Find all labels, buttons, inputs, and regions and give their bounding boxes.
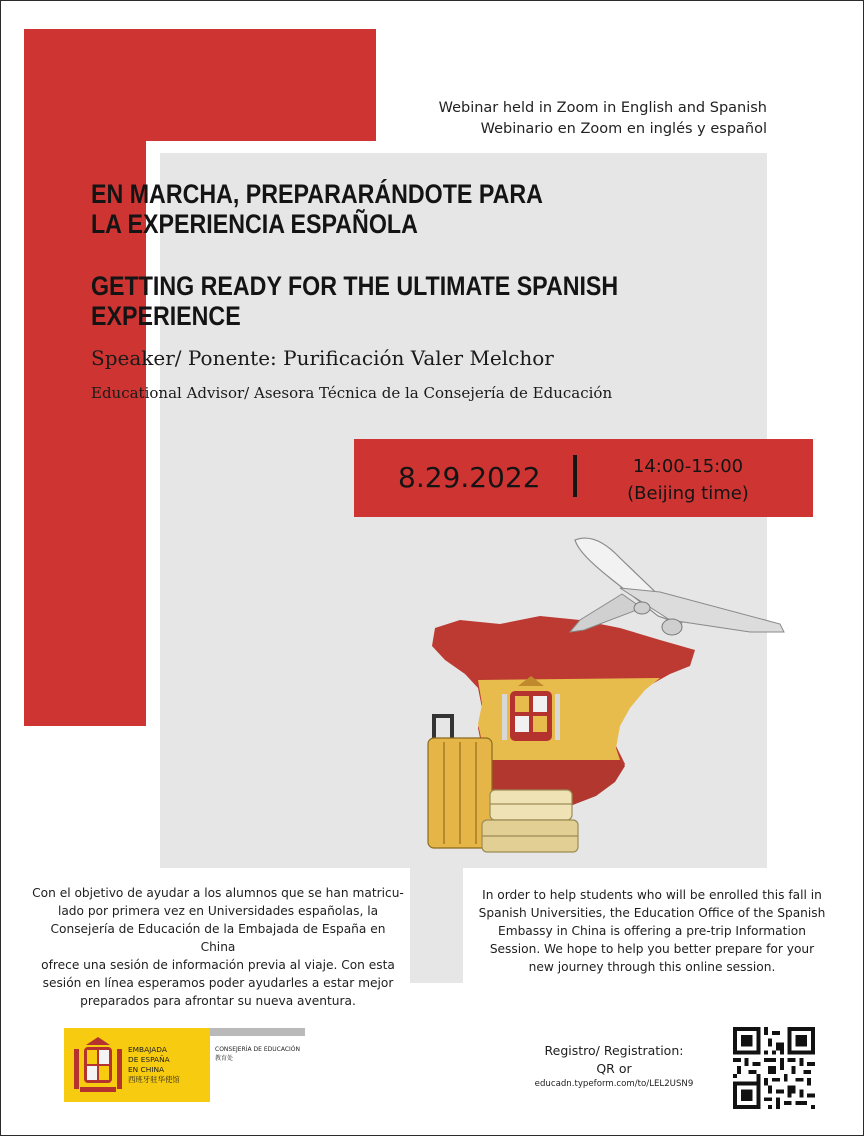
registration-label: Registro/ Registration: bbox=[544, 1043, 684, 1058]
red-accent-left bbox=[24, 29, 146, 726]
coat-of-arms-icon bbox=[72, 1035, 124, 1095]
webinar-note-es: Webinario en Zoom en inglés y español bbox=[480, 121, 767, 137]
gray-divider-strip bbox=[410, 868, 463, 983]
travel-illustration bbox=[420, 528, 790, 858]
education-office-line: CONSEJERÍA DE EDUCACIÓN bbox=[215, 1046, 300, 1053]
event-timezone: (Beijing time) bbox=[627, 483, 749, 504]
event-date: 8.29.2022 bbox=[398, 461, 541, 494]
banner-divider bbox=[573, 455, 577, 497]
embassy-logo bbox=[64, 1028, 210, 1102]
description-spanish-line: lado por primera vez en Universidades españolas, la bbox=[57, 904, 379, 918]
description-spanish bbox=[32, 884, 404, 1010]
title-english-line2: EXPERIENCE bbox=[91, 301, 241, 331]
embassy-name-line: EN CHINA bbox=[128, 1065, 165, 1074]
qr-code[interactable] bbox=[733, 1027, 815, 1109]
description-english-line: Embassy in China is offering a pre-trip Information bbox=[498, 924, 806, 938]
description-english-line: Session. We hope to help you better prepare for your bbox=[489, 942, 815, 956]
date-time-banner bbox=[354, 439, 813, 517]
speaker-line: Speaker/ Ponente: Purificación Valer Melchor bbox=[91, 346, 554, 370]
webinar-note-en: Webinar held in Zoom in English and Spanish bbox=[438, 100, 767, 116]
stacked-luggage bbox=[482, 790, 578, 852]
description-spanish-line: sesión en línea esperamos poder ayudarles a estar mejor bbox=[42, 976, 394, 990]
embassy-name-line: 西班牙驻华使馆 bbox=[128, 1075, 180, 1084]
logo-gray-bar bbox=[210, 1028, 305, 1036]
embassy-name bbox=[128, 1045, 180, 1085]
description-spanish-line: Consejería de Educación de la Embajada de España en China bbox=[50, 922, 386, 954]
registration-url[interactable]: educadn.typeform.com/to/LEL2USN9 bbox=[534, 1079, 694, 1089]
title-english bbox=[91, 271, 618, 331]
description-spanish-line: Con el objetivo de ayudar a los alumnos que se han matricu- bbox=[32, 886, 404, 900]
description-english-line: In order to help students who will be enrolled this fall in bbox=[482, 888, 822, 902]
advisor-line: Educational Advisor/ Asesora Técnica de la Consejería de Educación bbox=[91, 384, 613, 402]
registration-qr-label: QR or bbox=[596, 1061, 632, 1076]
description-english-line: new journey through this online session. bbox=[528, 960, 776, 974]
title-spanish-line1: EN MARCHA, PREPARARÁNDOTE PARA bbox=[91, 179, 543, 209]
webinar-note bbox=[439, 98, 767, 140]
title-spanish-line2: LA EXPERIENCIA ESPAÑOLA bbox=[91, 209, 418, 239]
registration-block bbox=[520, 1042, 708, 1090]
title-english-line1: GETTING READY FOR THE ULTIMATE SPANISH bbox=[91, 271, 619, 301]
education-office-line: 教育处 bbox=[215, 1055, 234, 1062]
embassy-name-line: DE ESPAÑA bbox=[128, 1055, 170, 1064]
event-time-range: 14:00-15:00 bbox=[632, 456, 744, 477]
airplane-icon bbox=[570, 538, 784, 635]
description-spanish-line: preparados para afrontar su nueva aventura. bbox=[80, 994, 356, 1008]
embassy-name-line: EMBAJADA bbox=[128, 1045, 167, 1054]
event-time bbox=[618, 453, 758, 507]
education-office-label bbox=[215, 1045, 300, 1063]
title-spanish bbox=[91, 179, 543, 239]
description-english bbox=[478, 886, 826, 976]
description-spanish-line: ofrece una sesión de información previa al viaje. Con esta bbox=[41, 958, 395, 972]
description-english-line: Spanish Universities, the Education Office of the Spanish bbox=[478, 906, 826, 920]
